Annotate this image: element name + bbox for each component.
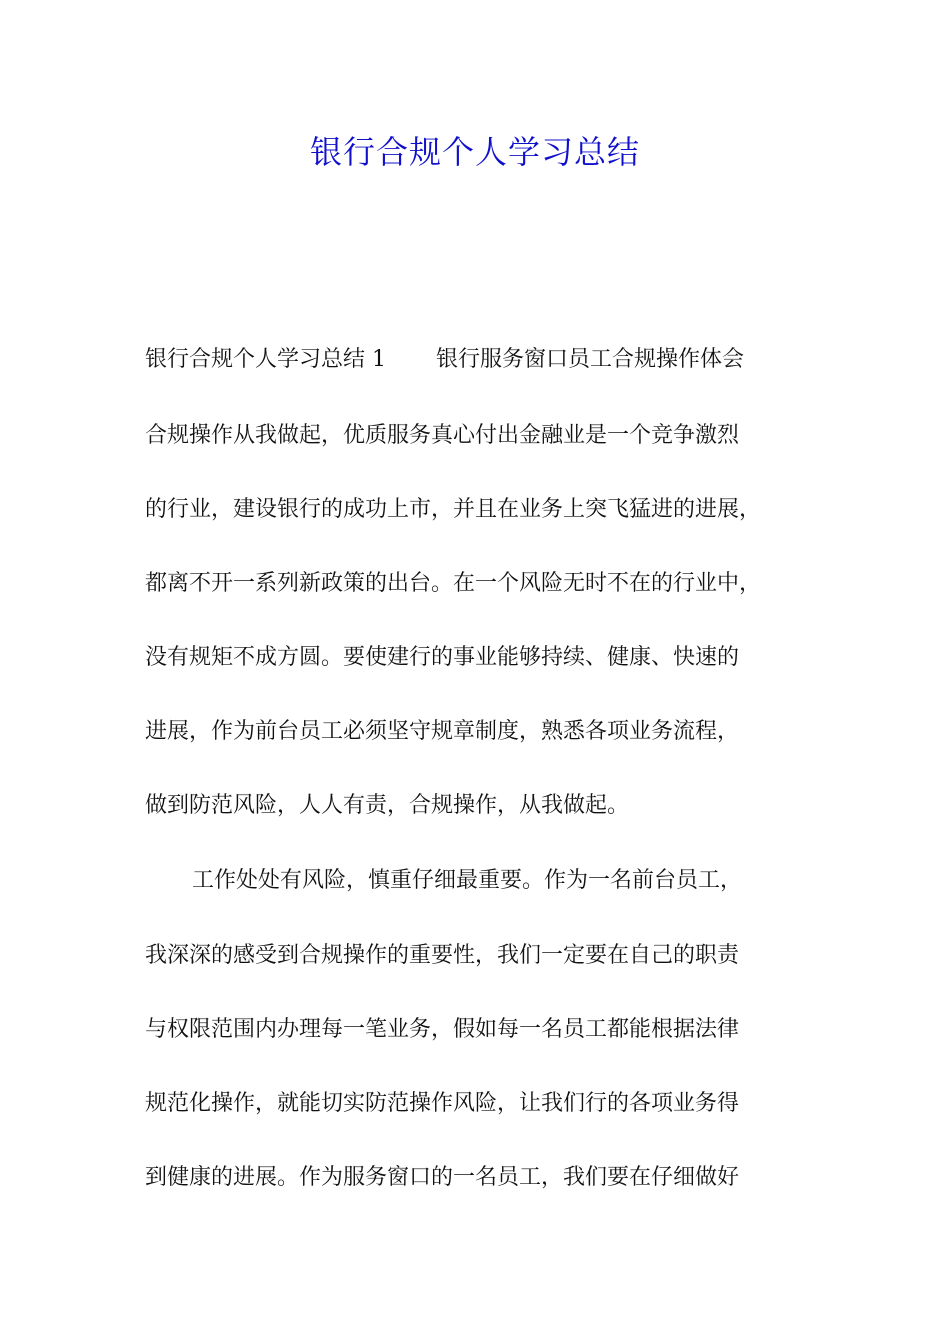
text-line: 合规操作从我做起，优质服务真心付出金融业是一个竞争激烈: [145, 423, 740, 448]
text-line: 与权限范围内办理每一笔业务，假如每一名员工都能根据法律: [145, 1017, 740, 1042]
text-line: 我深深的感受到合规操作的重要性，我们一定要在自己的职责: [145, 943, 740, 968]
section-heading: 银行合规个人学习总结 1: [145, 347, 386, 372]
text-line: 做到防范风险，人人有责，合规操作，从我做起。: [145, 793, 630, 818]
text-line: 规范化操作，就能切实防范操作风险，让我们行的各项业务得: [145, 1091, 740, 1116]
text-line: 都离不开一系列新政策的出台。在一个风险无时不在的行业中，: [145, 571, 762, 596]
text-line-heading: [145, 344, 744, 376]
text-line: 到健康的进展。作为服务窗口的一名员工，我们要在仔细做好: [145, 1165, 740, 1190]
text-line-indented: 工作处处有风险，慎重仔细最重要。作为一名前台员工，: [192, 868, 743, 893]
text-line: 的行业，建设银行的成功上市，并且在业务上突飞猛进的进展，: [145, 497, 762, 522]
document-title: 银行合规个人学习总结: [309, 133, 640, 171]
text-line: 没有规矩不成方圆。要使建行的事业能够持续、健康、快速的: [145, 645, 740, 670]
text-line: 进展，作为前台员工必须坚守规章制度，熟悉各项业务流程，: [145, 719, 740, 744]
section-subheading: 银行服务窗口员工合规操作体会: [436, 347, 745, 372]
